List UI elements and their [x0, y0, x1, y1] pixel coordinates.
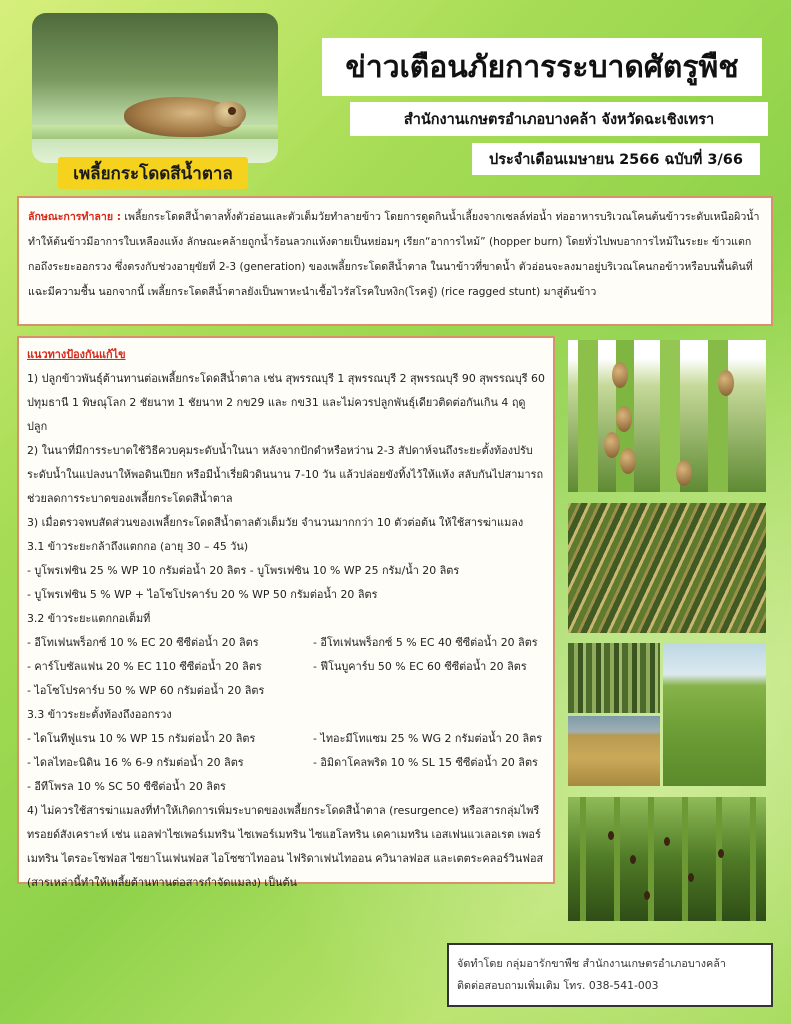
prevention-item-1: 1) ปลูกข้าวพันธุ์ต้านทานต่อเพลี้ยกระโดดสีน้ำตาล เช่น สุพรรณบุรี 1 สุพรรณบุรี 2 สุพรรณบุรี 90 สุพรรณบุรี 60 ปทุมธานี 1 พิษณุโลก 2 ชัยนาท 1 ชัยนาท 2 กข29 และ กข31 และไม่ควรปลูกพันธุ์เดียวติดต่อกันเกิน 4 ฤดูปลูก	[27, 372, 545, 433]
rice-stems-closeup-photo	[568, 643, 660, 713]
chemical-item: - อีโทเฟนพร็อกซ์ 5 % EC 40 ซีซีต่อน้ำ 20 ลิตร	[313, 636, 538, 649]
chemical-item: - ฟีโนบูคาร์บ 50 % EC 60 ซีซีต่อน้ำ 20 ลิตร	[313, 660, 527, 673]
planthopper-mark	[644, 891, 650, 900]
chemical-item: - ไอโซโปรคาร์บ 50 % WP 60 กรัมต่อน้ำ 20 ลิตร	[27, 684, 265, 697]
damage-heading: ลักษณะการทำลาย :	[28, 211, 121, 223]
section-3-2-row	[27, 655, 545, 679]
infested-rice-plants-photo	[568, 797, 766, 921]
planthopper-mark	[688, 873, 694, 882]
prevention-item-3: 3) เมื่อตรวจพบสัดส่วนของเพลี้ยกระโดดสีน้ำตาลตัวเต็มวัย จำนวนมากกว่า 10 ตัวต่อต้น ให้ใช้สารฆ่าแมลง	[27, 516, 524, 529]
hopper-burn-rice-photo	[568, 503, 766, 633]
phone-line: ติดต่อสอบถามเพิ่มเติม โทร. 038-541-003	[457, 979, 659, 992]
section-3-3-heading: 3.3 ข้าวระยะตั้งท้องถึงออกรวง	[27, 708, 172, 721]
office-name: สำนักงานเกษตรอำเภอบางคล้า จังหวัดฉะเชิงเทรา	[350, 102, 768, 136]
section-3-3-row	[27, 727, 545, 751]
chemical-item: - อีทีโพรล 10 % SC 50 ซีซีต่อน้ำ 20 ลิตร	[27, 780, 226, 793]
rice-field-photo	[663, 643, 766, 786]
prevention-heading: แนวทางป้องกันแก้ไข	[27, 348, 126, 361]
chemical-item: - คาร์โบซัลแฟน 20 % EC 110 ซีซีต่อน้ำ 20 ลิตร	[27, 660, 262, 673]
contact-box	[447, 943, 773, 1007]
section-3-2-row	[27, 631, 545, 655]
publisher-line: จัดทำโดย กลุ่มอารักขาพืช สำนักงานเกษตรอำเภอบางคล้า	[457, 957, 726, 970]
prevention-section	[17, 336, 555, 889]
planthopper-eye	[228, 107, 236, 115]
damage-section	[17, 196, 773, 326]
section-3-1-line: - บูโพรเฟซิน 5 % WP + ไอโซโปรคาร์บ 20 % WP 50 กรัมต่อน้ำ 20 ลิตร	[27, 588, 378, 601]
chemical-item: - อิมิดาโคลพริด 10 % SL 15 ซีซีต่อน้ำ 20 ลิตร	[313, 756, 538, 769]
planthopper-mark	[604, 432, 620, 458]
chemical-item: - ไดลไทอะนิดิน 16 % 6-9 กรัมต่อน้ำ 20 ลิตร	[27, 756, 244, 769]
species-label: เพลี้ยกระโดดสีน้ำตาล	[58, 157, 248, 189]
planthopper-mark	[664, 837, 670, 846]
planthopper-mark	[616, 406, 632, 432]
chemical-item: - ไทอะมีโทแซม 25 % WG 2 กรัมต่อน้ำ 20 ลิตร	[313, 732, 543, 745]
planthopper-mark	[612, 362, 628, 388]
chemical-item: - อีโทเฟนพร็อกซ์ 10 % EC 20 ซีซีต่อน้ำ 20 ลิตร	[27, 636, 259, 649]
planthopper-mark	[608, 831, 614, 840]
section-3-3-row	[27, 751, 545, 775]
damaged-field-photo	[568, 716, 660, 786]
planthoppers-on-stem-photo	[568, 340, 766, 492]
damage-body: เพลี้ยกระโดดสีน้ำตาลทั้งตัวอ่อนและตัวเต็มวัยทำลายข้าว โดยการดูดกินน้ำเลี้ยงจากเซลล์ท่อน้ำ ท่ออาหารบริเวณโคนต้นข้าวระดับเหนือผิวน้ำ ทำให้ต้นข้าวมีอาการใบเหลืองแห้ง ลักษณะคล้ายถูกน้ำร้อนลวกแห้งตายเป็นหย่อมๆ เรียก“อาการไหม้” (hopper burn) โดยทั่วไปพบอาการไหม้ในระยะ ข้าวแตกกอถึงระยะออกรวง ซึ่งตรงกับช่วงอายุขัยที่ 2-3 (generation) ของเพลี้ยกระโดดสีน้ำตาล ในนาข้าวที่ขาดน้ำ ตัวอ่อนจะลงมาอยู่บริเวณโคนกอข้าวหรือบนพื้นดินที่แฉะมีความชื้น นอกจากนี้ เพลี้ยกระโดดสีน้ำตาลยังเป็นพาหะนำเชื้อไวรัสโรคใบหงิก(โรคจู๋) (rice ragged stunt) มาสู่ต้นข้าว	[28, 211, 760, 298]
issue-info: ประจำเดือนเมษายน 2566 ฉบับที่ 3/66	[472, 143, 760, 175]
planthopper-mark	[718, 370, 734, 396]
section-3-2-heading: 3.2 ข้าวระยะแตกกอเต็มที่	[27, 612, 151, 625]
section-3-1-heading: 3.1 ข้าวระยะกล้าถึงแตกกอ (อายุ 30 – 45 วัน)	[27, 540, 249, 553]
planthopper-mark	[718, 849, 724, 858]
planthopper-mark	[620, 448, 636, 474]
planthopper-mark	[676, 460, 692, 486]
planthopper-mark	[630, 855, 636, 864]
page-title: ข่าวเตือนภัยการระบาดศัตรูพืช	[322, 38, 762, 96]
prevention-item-4: 4) ไม่ควรใช้สารฆ่าแมลงที่ทำให้เกิดการเพิ่มระบาดของเพลี้ยกระโดดสีน้ำตาล (resurgence) หรือสารกลุ่มไพรีทรอยด์สังเคราะห์ เช่น แอลฟาไซเพอร์เมทริน ไซเพอร์เมทริน ไซแฮโลทริน เดคาเมทริน เอสเฟนแวเลอเรต เพอร์เมทริน ไตรอะโซฟอส ไซยาโนเฟนฟอส ไอโซซาไทออน ไฟริดาเฟนไทออน ควินาลฟอส และเตตระคลอร์วินฟอส (สารเหล่านี้ทำให้เพลี้ยต้านทานต่อสารกำจัดแมลง) เป็นต้น	[27, 804, 544, 889]
planthopper-photo	[32, 13, 278, 163]
prevention-item-2: 2) ในนาที่มีการระบาดใช้วิธีควบคุมระดับน้ำในนา หลังจากปักดำหรือหว่าน 2-3 สัปดาห์จนถึงระยะตั้งท้องปรับระดับน้ำในแปลงนาให้พอดินเปียก หรือมีน้ำเรี่ยผิวดินนาน 7-10 วัน แล้วปล่อยขังทิ้งไว้ให้แห้ง สลับกันไปสามารถช่วยลดการระบาดของเพลี้ยกระโดดสีน้ำตาล	[27, 444, 544, 505]
section-3-1-line: - บูโพรเฟซิน 25 % WP 10 กรัมต่อน้ำ 20 ลิตร - บูโพรเฟซิน 10 % WP 25 กรัม/น้ำ 20 ลิตร	[27, 564, 460, 577]
chemical-item: - ไดโนทีฟูแรน 10 % WP 15 กรัมต่อน้ำ 20 ลิตร	[27, 732, 256, 745]
